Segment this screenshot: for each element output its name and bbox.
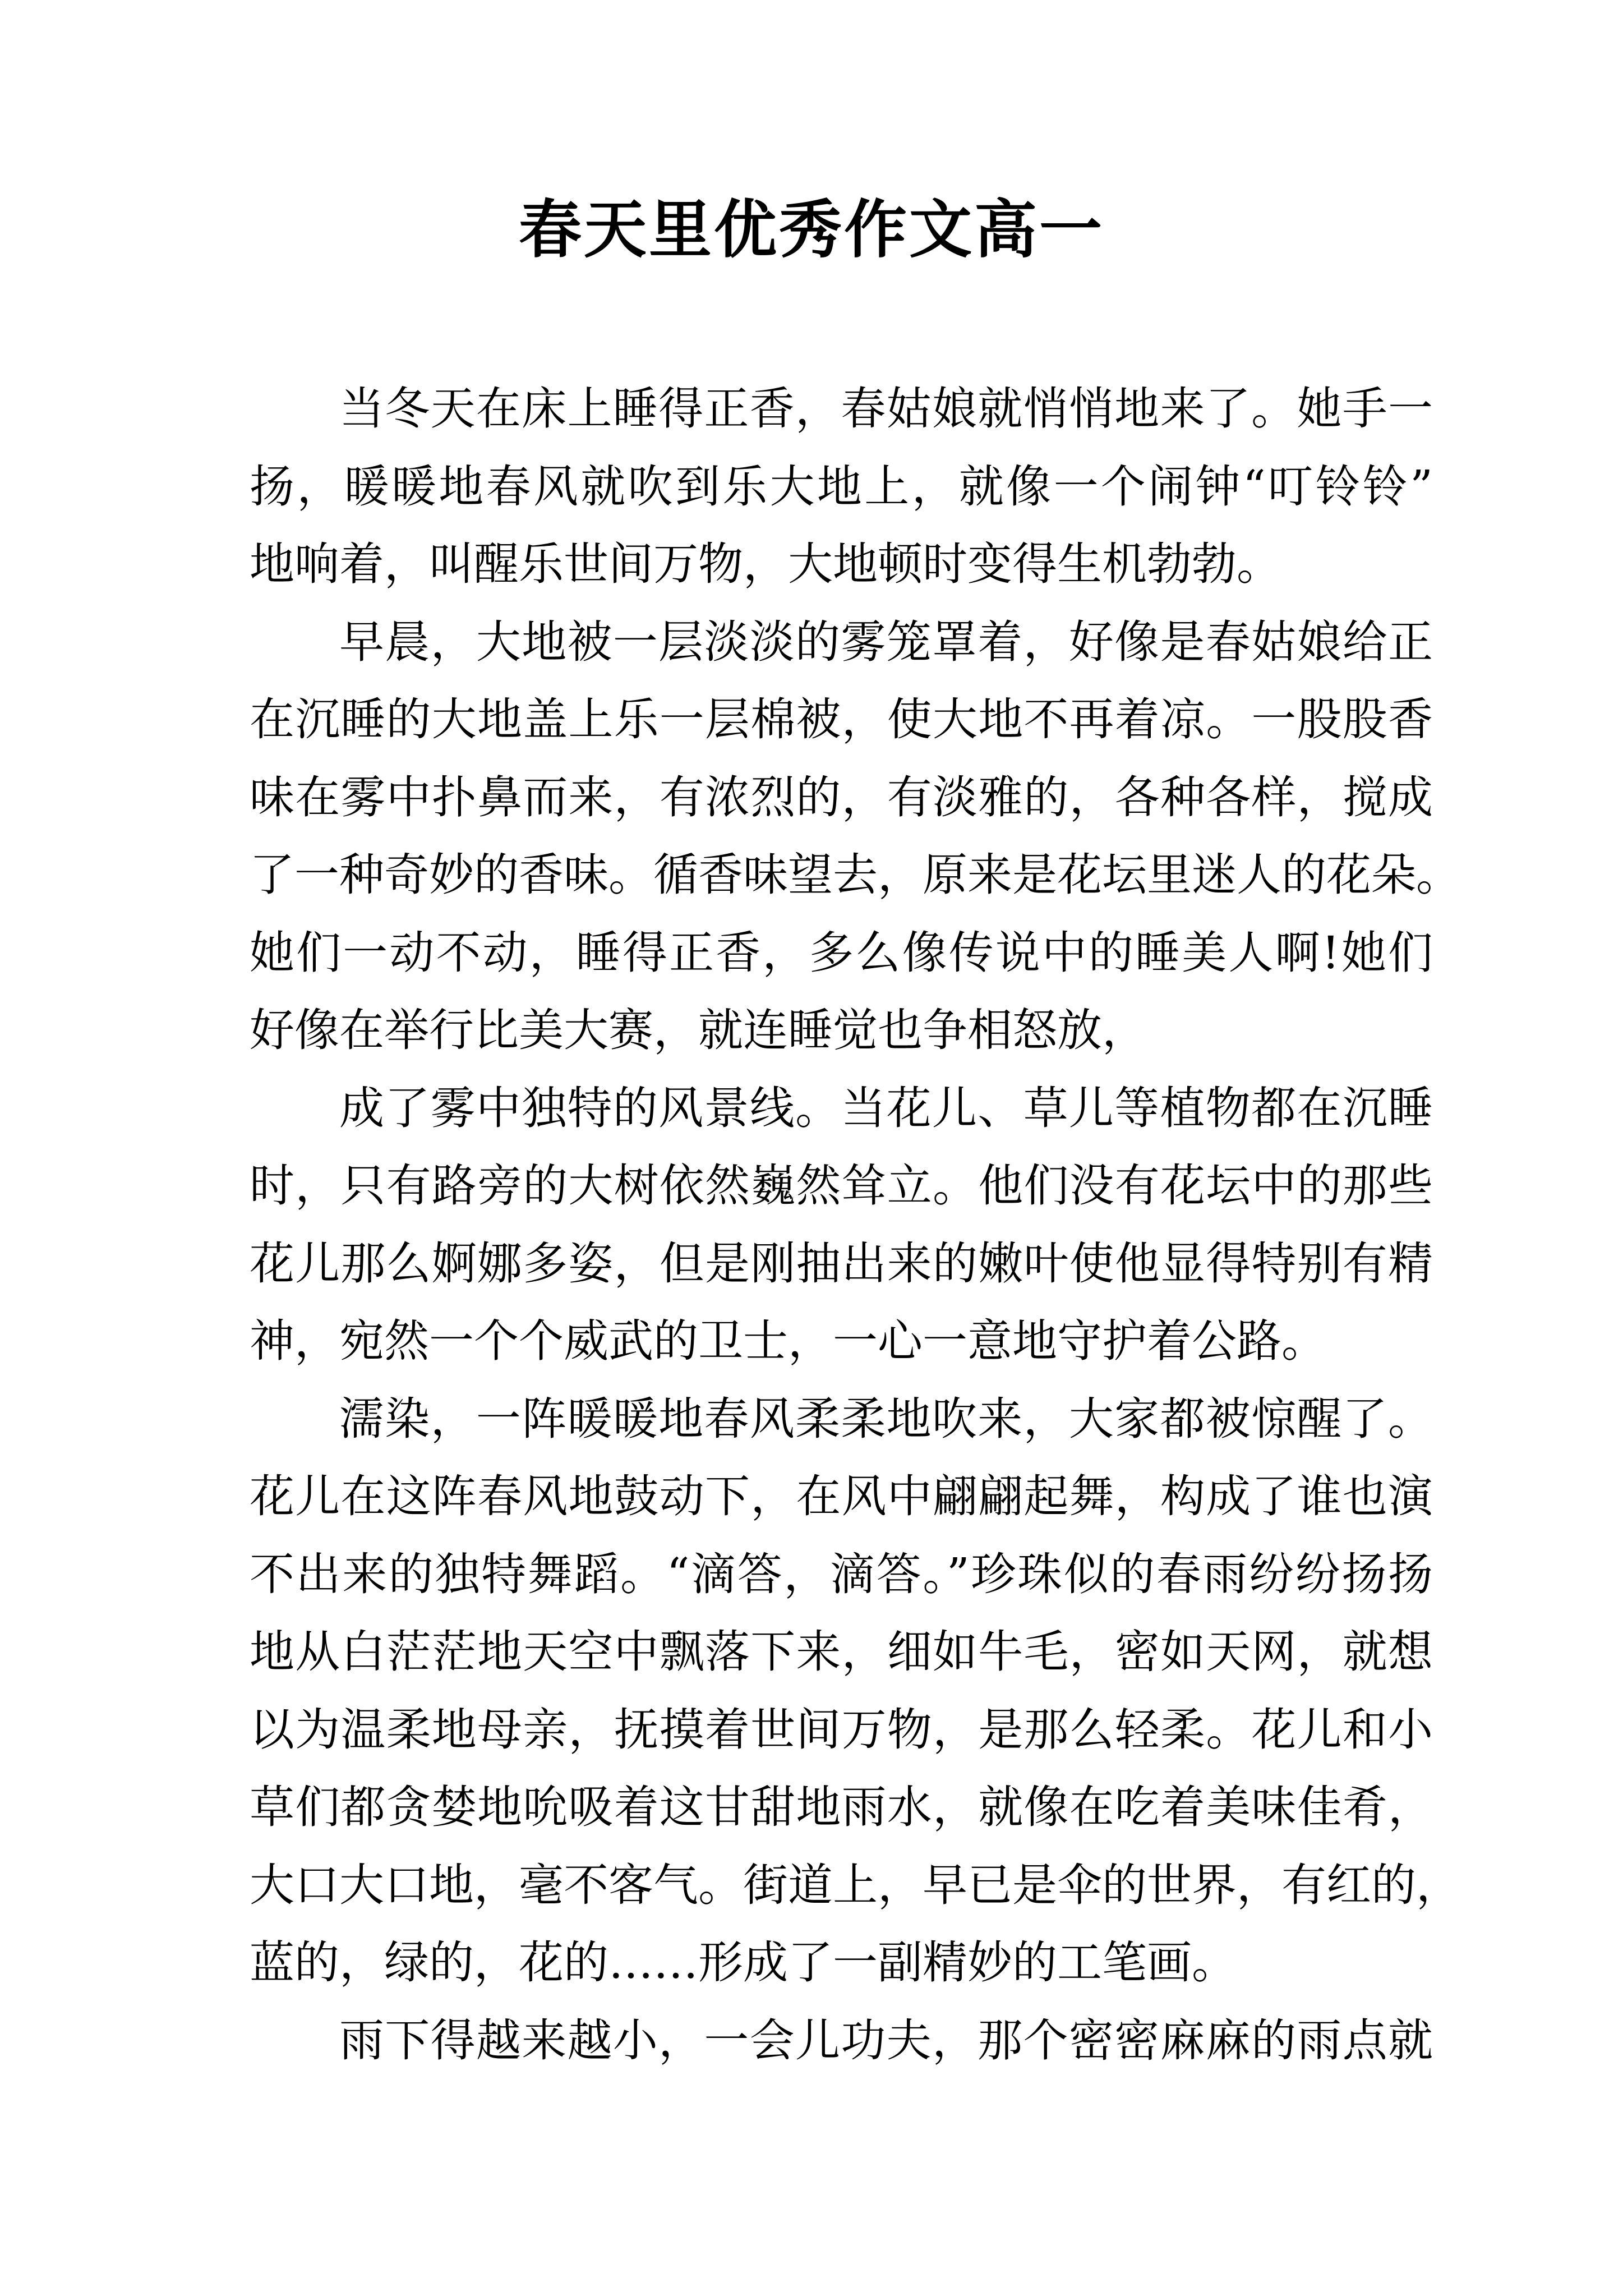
paragraph-3-line-4: 神，宛然一个个威武的卫士，一心一意地守护着公路。: [250, 1315, 1326, 1367]
paragraph-4-line-3: 不出来的独特舞蹈。“滴答，滴答。”珍珠似的春雨纷纷扬扬: [250, 1548, 1433, 1600]
paragraph-4-line-6: 草们都贪婪地吮吸着这甘甜地雨水，就像在吃着美味佳肴，: [250, 1781, 1433, 1833]
paragraph-1-line-1: 当冬天在床上睡得正香，春姑娘就悄悄地来了。她手一: [339, 383, 1433, 435]
paragraph-4-line-8: 蓝的，绿的，花的……形成了一副精妙的工笔画。: [250, 1936, 1237, 1989]
paragraph-2-line-2: 在沉睡的大地盖上乐一层棉被，使大地不再着凉。一股股香: [250, 693, 1433, 746]
document-body: [250, 370, 1461, 2079]
paragraph-3-line-1: 成了雾中独特的风景线。当花儿、草儿等植物都在沉睡: [339, 1082, 1433, 1134]
paragraph-4-line-4: 地从白茫茫地天空中飘落下来，细如牛毛，密如天网，就想: [250, 1626, 1433, 1678]
paragraph-4-line-1: 濡染，一阵暖暖地春风柔柔地吹来，大家都被惊醒了。: [339, 1392, 1433, 1445]
paragraph-2-line-3: 味在雾中扑鼻而来，有浓烈的，有淡雅的，各种各样，搅成: [250, 771, 1433, 823]
paragraph-3-line-3: 花儿那么婀娜多姿，但是刚抽出来的嫩叶使他显得特别有精: [250, 1237, 1433, 1290]
paragraph-2-line-6: 好像在举行比美大赛，就连睡觉也争相怒放，: [250, 1004, 1147, 1056]
paragraph-2-line-5: 她们一动不动，睡得正香，多么像传说中的睡美人啊!她们: [250, 926, 1433, 979]
paragraph-5-line-1: 雨下得越来越小，一会儿功夫，那个密密麻麻的雨点就: [339, 2014, 1433, 2067]
paragraph-4-line-7: 大口大口地，毫不客气。街道上，早已是伞的世界，有红的，: [250, 1858, 1461, 1911]
paragraph-4-line-2: 花儿在这阵春风地鼓动下，在风中翩翩起舞，构成了谁也演: [250, 1470, 1433, 1522]
document-title: 春天里优秀作文高一: [519, 193, 1104, 266]
paragraph-4-line-5: 以为温柔地母亲，抚摸着世间万物，是那么轻柔。花儿和小: [250, 1703, 1433, 1756]
paragraph-2-line-4: 了一种奇妙的香味。循香味望去，原来是花坛里迷人的花朵。: [250, 849, 1461, 901]
paragraph-2-line-1: 早晨，大地被一层淡淡的雾笼罩着，好像是春姑娘给正: [339, 615, 1433, 668]
paragraph-3-line-2: 时，只有路旁的大树依然巍然耸立。他们没有花坛中的那些: [250, 1159, 1433, 1212]
paragraph-1-line-2: 扬，暖暖地春风就吹到乐大地上，就像一个闹钟“叮铃铃”: [250, 460, 1433, 513]
paragraph-1-line-3: 地响着，叫醒乐世间万物，大地顿时变得生机勃勃。: [250, 538, 1281, 590]
